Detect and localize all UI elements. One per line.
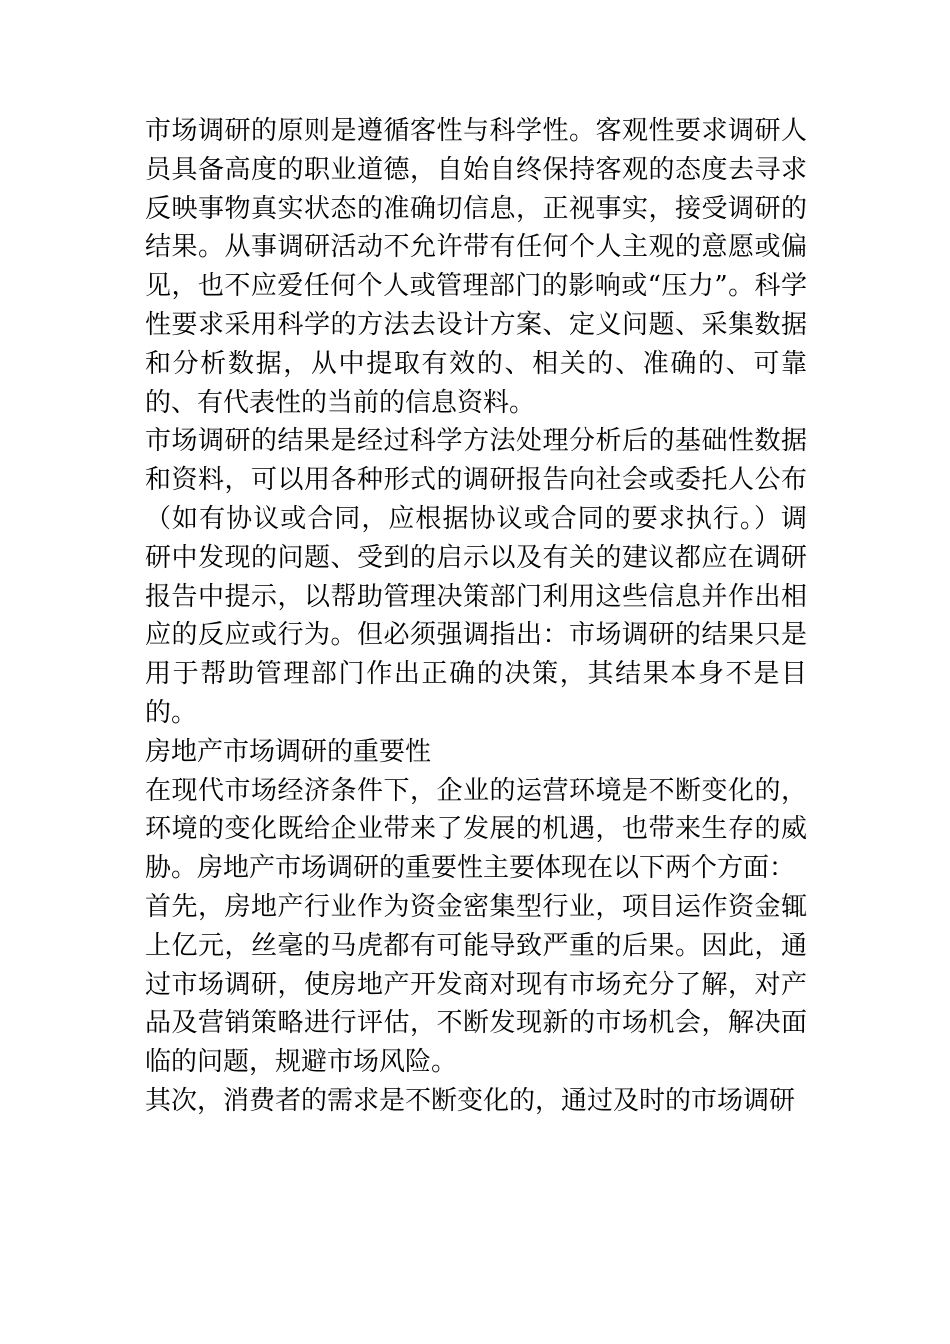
paragraph-importance: 在现代市场经济条件下，企业的运营环境是不断变化的，环境的变化既给企业带来了发展的机遇，也带来生存的威胁。房地产市场调研的重要性主要体现在以下两个方面： bbox=[145, 775, 807, 884]
paragraph-results: 市场调研的结果是经过科学方法处理分析后的基础性数据和资料，可以用各种形式的调研报告向社会或委托人公布（如有协议或合同，应根据协议或合同的要求执行。）调研中发现的问题、受到的启示以及有关的建议都应在调研报告中提示，以帮助管理决策部门利用这些信息并作出相应的反应或行为。但必须强调指出：市场调研的结果只是用于帮助管理部门作出正确的决策，其结果本身不是目的。 bbox=[145, 426, 807, 728]
paragraph-first: 首先，房地产行业作为资金密集型行业，项目运作资金辄上亿元，丝毫的马虎都有可能导致严重的后果。因此，通过市场调研，使房地产开发商对现有市场充分了解，对产品及营销策略进行评估，不断发现新的市场机会，解决面临的问题，规避市场风险。 bbox=[145, 891, 807, 1078]
paragraph-second: 其次，消费者的需求是不断变化的，通过及时的市场调研 bbox=[145, 1085, 796, 1116]
section-heading: 房地产市场调研的重要性 bbox=[145, 736, 432, 767]
paragraph-principles: 市场调研的原则是遵循客性与科学性。客观性要求调研人员具备高度的职业道德，自始自终保持客观的态度去寻求反映事物真实状态的准确切信息，正视事实，接受调研的结果。从事调研活动不允许带有任何个人主观的意愿或偏见，也不应爱任何个人或管理部门的影响或“压力”。科学性要求采用科学的方法去设计方案、定义问题、采集数据和分析数据，从中提取有效的、相关的、准确的、可靠的、有代表性的当前的信息资料。 bbox=[145, 116, 807, 418]
document-body bbox=[145, 112, 807, 1121]
